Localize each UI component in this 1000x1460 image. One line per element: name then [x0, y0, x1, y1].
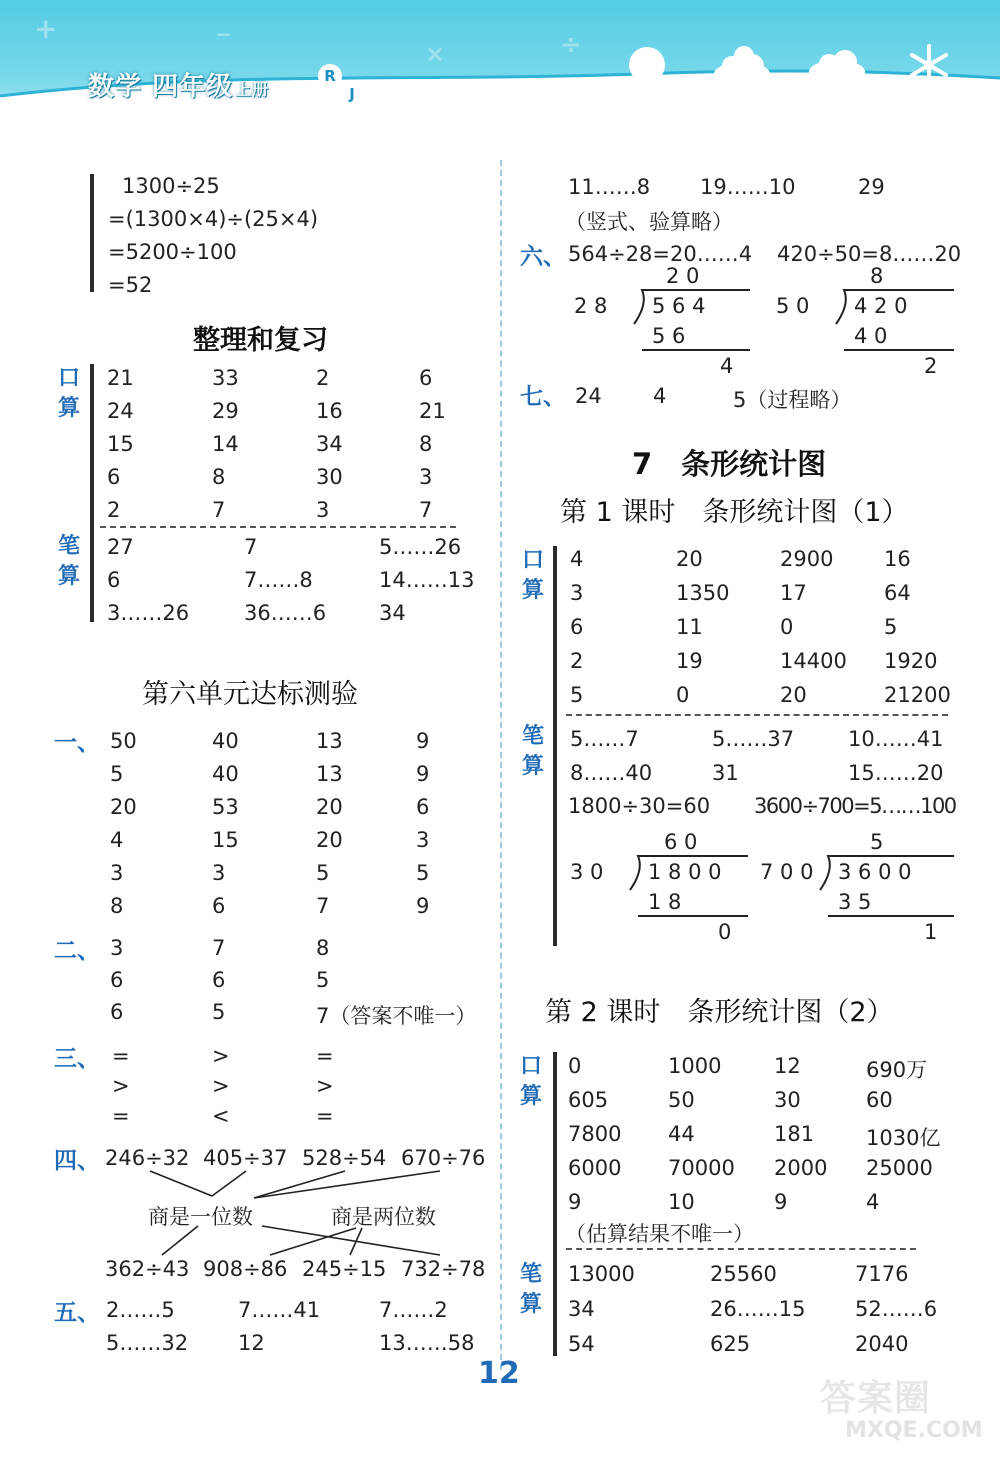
match-category: 商是一位数 — [148, 1205, 253, 1229]
bisuan-label: 笔 算 — [57, 534, 80, 589]
answer-cell: 34 — [316, 432, 343, 456]
chapter-title: 7 条形统计图 — [632, 447, 827, 481]
answer-cell: 19……10 — [700, 175, 796, 199]
answer-cell: 31 — [712, 761, 739, 785]
section-label: 七、 — [520, 384, 566, 410]
answer-cell: 8……40 — [570, 761, 653, 785]
answer-cell: 64 — [884, 581, 911, 605]
answer-cell: 7 — [212, 936, 226, 960]
answer-cell: 13 — [316, 762, 343, 786]
answer-cell: 3……26 — [107, 601, 190, 625]
answer-cell: 1350 — [676, 581, 730, 605]
calc-line: =5200÷100 — [108, 240, 237, 264]
answer-cell: 5……7 — [570, 727, 639, 751]
answer-cell: > — [112, 1074, 130, 1098]
answer-cell: 3 — [110, 936, 124, 960]
answer-cell: 20 — [110, 795, 137, 819]
match-expr: 670÷76 — [401, 1146, 486, 1170]
answer-cell: 5 — [416, 861, 430, 885]
answer-cell: 40 — [212, 729, 239, 753]
answer-cell: 2040 — [855, 1332, 909, 1356]
answer-cell: 605 — [568, 1088, 609, 1112]
answer: 4 — [653, 384, 667, 408]
answer-cell: 30 — [774, 1088, 801, 1112]
answer-cell: 25560 — [710, 1262, 777, 1286]
answer-cell: 7 — [244, 535, 258, 559]
long-division-quotient: 8 — [870, 264, 884, 288]
answer-cell: 5 — [316, 861, 330, 885]
answer-cell: 6 — [416, 795, 430, 819]
header-title: 数学 四年级 上册 — [88, 72, 270, 102]
long-division-divisor: 5 0 — [776, 294, 810, 318]
answer-cell: 6 — [107, 465, 121, 489]
answer-cell: 1000 — [668, 1054, 722, 1078]
answer-cell: 3 — [570, 581, 584, 605]
answer-cell: 24 — [107, 399, 134, 423]
answer-cell: 2 — [107, 498, 121, 522]
badge-j: J — [340, 82, 364, 106]
equation: 564÷28=20……4 — [568, 242, 753, 266]
answer-cell: 2……5 — [106, 1298, 175, 1322]
answer-cell: 6 — [107, 568, 121, 592]
answer-cell: = — [316, 1044, 334, 1068]
answer: 24 — [575, 384, 602, 408]
answer-cell: 5……37 — [712, 727, 795, 751]
answer-cell: > — [212, 1044, 230, 1068]
answer-cell: 4 — [110, 828, 124, 852]
long-division-dividend: 4 2 0 — [854, 294, 908, 318]
answer-cell: 15 — [107, 432, 134, 456]
answer-cell: 5 — [212, 1000, 226, 1024]
answer-cell: 7 — [419, 498, 433, 522]
answer-cell: 11……8 — [568, 175, 651, 199]
answer-cell: 6 — [570, 615, 584, 639]
answer-cell: 20 — [316, 828, 343, 852]
answer-cell: 8 — [316, 936, 330, 960]
answer-cell: 3 — [416, 828, 430, 852]
answer-cell: 5 — [570, 683, 584, 707]
answer-cell: 7……8 — [244, 568, 313, 592]
minus-icon: − — [215, 22, 232, 46]
long-division-quotient: 5 — [870, 830, 884, 854]
long-division-product: 5 6 — [652, 324, 686, 348]
answer-cell: 29 — [212, 399, 239, 423]
answer-cell: 6 — [212, 968, 226, 992]
answer-cell: 9 — [416, 762, 430, 786]
answer-cell: 11 — [676, 615, 703, 639]
answer-cell: 10 — [668, 1190, 695, 1214]
plus-icon: + — [34, 12, 58, 45]
cloud-sun-icon — [710, 42, 774, 88]
answer-cell: 54 — [568, 1332, 595, 1356]
answer-cell: 6 — [110, 1000, 124, 1024]
answer-cell: = — [112, 1104, 130, 1128]
long-division-remainder: 4 — [720, 354, 734, 378]
answer-cell: 8 — [110, 894, 124, 918]
badge-r: R — [318, 64, 342, 88]
answer-cell: 50 — [668, 1088, 695, 1112]
kousuan-label: 口 算 — [521, 548, 544, 603]
long-division-divisor: 7 0 0 — [760, 860, 814, 884]
long-division-remainder: 0 — [718, 920, 732, 944]
answer-cell: 5……26 — [379, 535, 462, 559]
answer-cell: = — [112, 1044, 130, 1068]
answer-cell: 15 — [212, 828, 239, 852]
answer-cell: > — [316, 1074, 334, 1098]
answer-cell: 0 — [780, 615, 794, 639]
long-division-product: 3 5 — [838, 890, 872, 914]
review-title: 整理和复习 — [193, 325, 328, 356]
answer-cell: 12 — [238, 1331, 265, 1355]
equation: 420÷50=8……20 — [777, 242, 962, 266]
answer-cell: 44 — [668, 1122, 695, 1146]
answer-cell: 34 — [568, 1297, 595, 1321]
answer-cell: 26……15 — [710, 1297, 806, 1321]
times-icon: × — [425, 40, 446, 68]
answer-cell: = — [316, 1104, 334, 1128]
answer-cell: 7800 — [568, 1122, 622, 1146]
long-division-remainder: 1 — [924, 920, 938, 944]
answer-cell: 19 — [676, 649, 703, 673]
lesson2-bar — [553, 1052, 557, 1356]
answer-cell: > — [212, 1074, 230, 1098]
answer-cell: 5 — [884, 615, 898, 639]
answer-cell: 7（答案不唯一） — [316, 1004, 477, 1028]
answer-cell: 12 — [774, 1054, 801, 1078]
match-category: 商是两位数 — [331, 1205, 436, 1229]
calc-line: 1300÷25 — [122, 174, 220, 198]
cloud-rain-icon — [805, 46, 869, 96]
answer-cell: 9 — [416, 894, 430, 918]
answer-cell: 1030亿 — [866, 1126, 941, 1150]
answer-cell: 10……41 — [848, 727, 944, 751]
unit-test-title: 第六单元达标测验 — [142, 679, 358, 710]
bisuan-label: 笔 算 — [521, 724, 544, 779]
equation: 1800÷30=60 — [568, 794, 711, 818]
answer-cell: 3 — [419, 465, 433, 489]
answer-cell: 6 — [110, 968, 124, 992]
answer-cell: 3 — [110, 861, 124, 885]
answer-cell: 9 — [568, 1190, 582, 1214]
lesson1-divider — [566, 714, 948, 716]
answer-cell: 2 — [570, 649, 584, 673]
divide-icon: ÷ — [560, 30, 582, 60]
division-bracket — [826, 284, 1000, 384]
answer-cell: 7……41 — [238, 1298, 321, 1322]
long-division-product: 1 8 — [648, 890, 682, 914]
note: （竖式、验算略） — [565, 210, 733, 234]
answer-cell: 53 — [212, 795, 239, 819]
long-division-dividend: 5 6 4 — [652, 294, 706, 318]
match-expr: 246÷32 — [105, 1146, 190, 1170]
section-label: 四、 — [54, 1148, 100, 1174]
answer-cell: 8 — [419, 432, 433, 456]
answer-cell: 0 — [676, 683, 690, 707]
lesson-title: 第 2 课时 条形统计图（2） — [545, 997, 894, 1028]
page-number: 12 — [478, 1356, 520, 1391]
lesson-title: 第 1 课时 条形统计图（1） — [560, 497, 909, 528]
long-division-dividend: 3 6 0 0 — [838, 860, 912, 884]
answer-cell: 1920 — [884, 649, 938, 673]
answer-cell: 8 — [212, 465, 226, 489]
answer-cell: 21 — [419, 399, 446, 423]
calc-line: =52 — [108, 273, 153, 297]
answer-cell: 30 — [316, 465, 343, 489]
answer-cell: 2 — [316, 366, 330, 390]
answer-cell: 7……2 — [379, 1298, 448, 1322]
answer: 5（过程略） — [733, 388, 852, 412]
answer-cell: 2900 — [780, 547, 834, 571]
answer-cell: 5 — [110, 762, 124, 786]
lesson1-bar — [553, 546, 557, 946]
answer-cell: 16 — [316, 399, 343, 423]
division-bracket — [810, 850, 1000, 950]
answer-cell: 5……32 — [106, 1331, 189, 1355]
answer-cell: 7 — [212, 498, 226, 522]
match-expr: 528÷54 — [302, 1146, 387, 1170]
kousuan-label: 口 算 — [57, 366, 80, 421]
answer-cell: 27 — [107, 535, 134, 559]
answer-cell: 13000 — [568, 1262, 635, 1286]
answer-cell: 181 — [774, 1122, 815, 1146]
answer-cell: 21 — [107, 366, 134, 390]
answer-cell: 52……6 — [855, 1297, 938, 1321]
answer-cell: 15……20 — [848, 761, 944, 785]
answer-cell: 40 — [212, 762, 239, 786]
answer-cell: 20 — [676, 547, 703, 571]
answer-cell: 21200 — [884, 683, 951, 707]
column-separator — [500, 160, 502, 1370]
long-division-quotient: 6 0 — [664, 830, 698, 854]
lesson2-divider — [566, 1248, 916, 1250]
answer-cell: 13 — [316, 729, 343, 753]
long-division-dividend: 1 8 0 0 — [648, 860, 722, 884]
equation: 3600÷700=5……100 — [754, 794, 956, 818]
answer-cell: 17 — [780, 581, 807, 605]
answer-cell: 3 — [212, 861, 226, 885]
watermark: 答案圈 — [820, 1378, 932, 1419]
answer-cell: 4 — [570, 547, 584, 571]
answer-cell: 20 — [780, 683, 807, 707]
sun-icon — [626, 44, 668, 86]
long-division-remainder: 2 — [924, 354, 938, 378]
answer-cell: 5 — [316, 968, 330, 992]
answer-cell: 7176 — [855, 1262, 909, 1286]
answer-cell: 34 — [379, 601, 406, 625]
calc-line: =(1300×4)÷(25×4) — [108, 207, 319, 231]
match-expr: 732÷78 — [401, 1257, 486, 1281]
answer-cell: 3 — [316, 498, 330, 522]
watermark-url: MXQE.COM — [845, 1418, 983, 1443]
section-label: 五、 — [54, 1300, 100, 1326]
kousuan-label: 口 算 — [519, 1054, 542, 1109]
answer-cell: 13……58 — [379, 1331, 475, 1355]
answer-cell: 9 — [416, 729, 430, 753]
answer-cell: 9 — [774, 1190, 788, 1214]
answer-cell: 2000 — [774, 1156, 828, 1180]
section-label: 二、 — [54, 938, 100, 964]
answer-cell: 16 — [884, 547, 911, 571]
section-label: 六、 — [520, 244, 566, 270]
match-expr: 405÷37 — [203, 1146, 288, 1170]
answer-cell: 50 — [110, 729, 137, 753]
answer-cell: 0 — [568, 1054, 582, 1078]
answer-cell: 7 — [316, 894, 330, 918]
match-expr: 908÷86 — [203, 1257, 288, 1281]
match-expr: 362÷43 — [105, 1257, 190, 1281]
section-label: 一、 — [54, 730, 100, 756]
answer-cell: 625 — [710, 1332, 751, 1356]
answer-cell: 6000 — [568, 1156, 622, 1180]
answer-cell: 14400 — [780, 649, 847, 673]
long-division-product: 4 0 — [854, 324, 888, 348]
answer-cell: 25000 — [866, 1156, 933, 1180]
long-division-divisor: 2 8 — [574, 294, 608, 318]
answer-cell: 4 — [866, 1190, 880, 1214]
bisuan-label: 笔 算 — [519, 1262, 542, 1317]
note: （估算结果不唯一） — [565, 1222, 754, 1246]
answer-cell: < — [212, 1104, 230, 1128]
answer-cell: 29 — [858, 175, 885, 199]
long-division-quotient: 2 0 — [666, 264, 700, 288]
answer-cell: 70000 — [668, 1156, 735, 1180]
answer-cell: 20 — [316, 795, 343, 819]
answer-cell: 6 — [212, 894, 226, 918]
answer-cell: 14……13 — [379, 568, 475, 592]
answer-cell: 36……6 — [244, 601, 327, 625]
match-expr: 245÷15 — [302, 1257, 387, 1281]
answer-cell: 6 — [419, 366, 433, 390]
snowflake-icon — [906, 42, 952, 88]
answer-cell: 14 — [212, 432, 239, 456]
answer-cell: 33 — [212, 366, 239, 390]
section-label: 三、 — [54, 1046, 100, 1072]
long-division-divisor: 3 0 — [570, 860, 604, 884]
answer-cell: 690万 — [866, 1058, 928, 1082]
answer-cell: 60 — [866, 1088, 893, 1112]
